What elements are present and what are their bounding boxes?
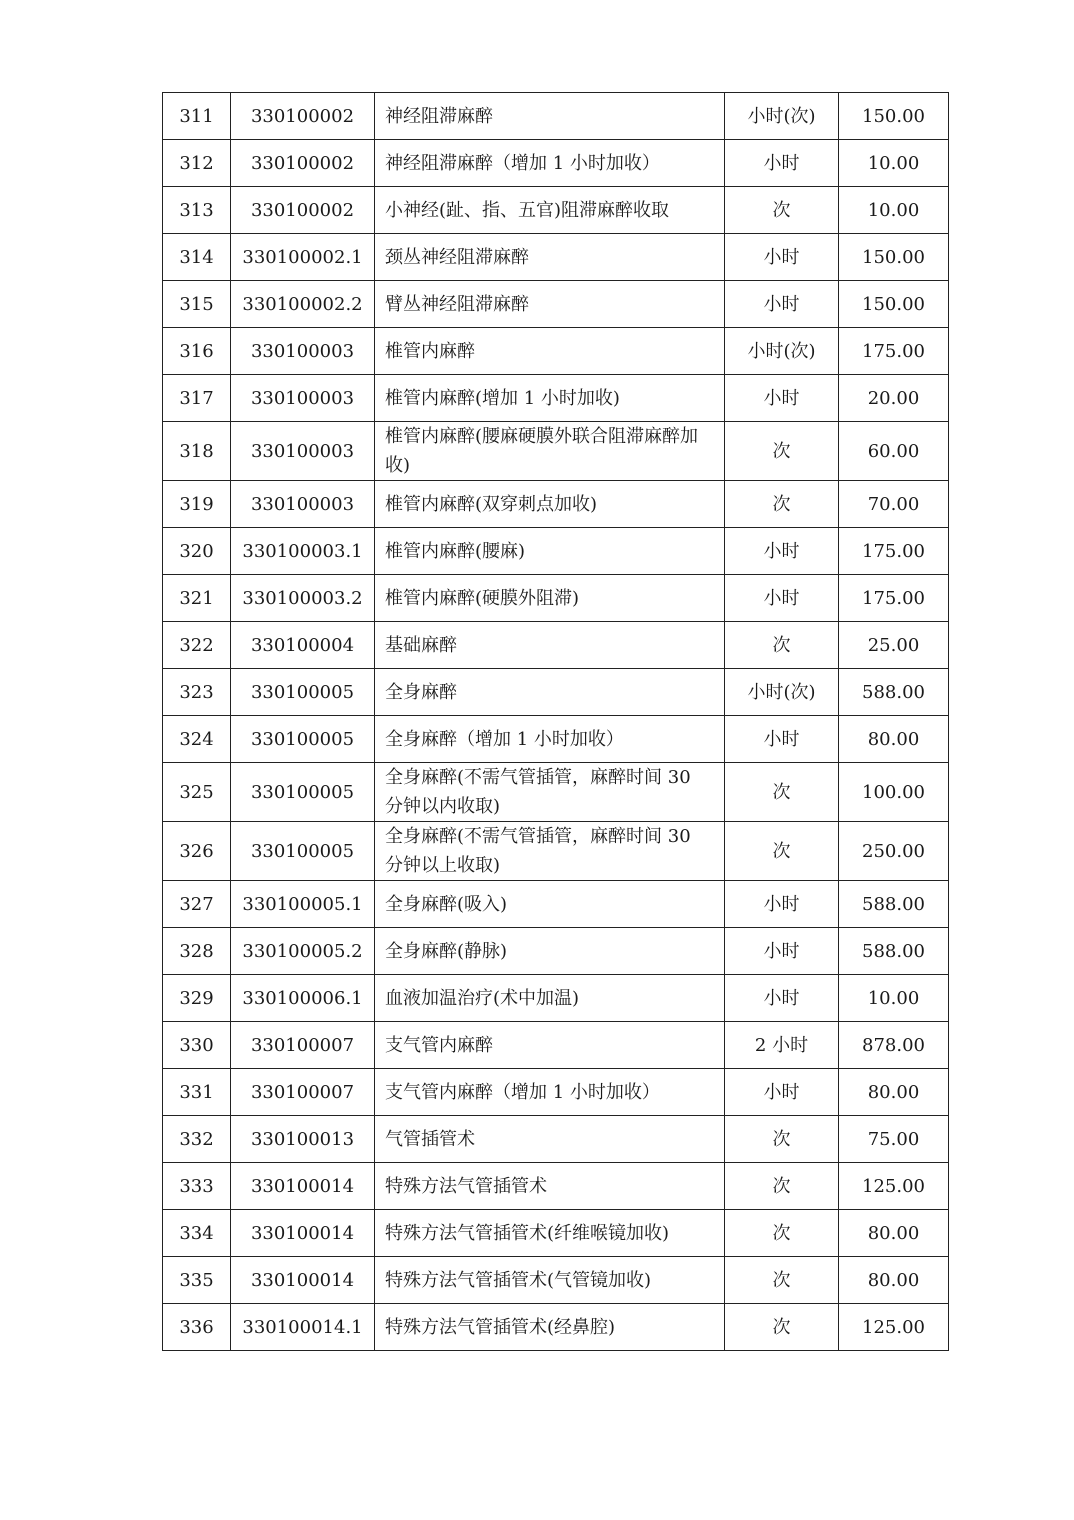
price-cell: 10.00 bbox=[839, 187, 949, 234]
table-row bbox=[163, 375, 949, 422]
price-cell: 20.00 bbox=[839, 375, 949, 422]
row-number-cell: 323 bbox=[163, 669, 231, 716]
item-code-cell: 330100003.2 bbox=[231, 575, 375, 622]
item-name-cell: 椎管内麻醉 bbox=[375, 328, 725, 375]
unit-cell: 小时 bbox=[725, 281, 839, 328]
price-cell: 10.00 bbox=[839, 975, 949, 1022]
item-code-cell: 330100003 bbox=[231, 481, 375, 528]
item-code-cell: 330100003.1 bbox=[231, 528, 375, 575]
row-number-cell: 311 bbox=[163, 93, 231, 140]
unit-cell: 次 bbox=[725, 1257, 839, 1304]
unit-cell: 小时 bbox=[725, 140, 839, 187]
price-cell: 80.00 bbox=[839, 1069, 949, 1116]
item-code-cell: 330100014 bbox=[231, 1210, 375, 1257]
item-code-cell: 330100005 bbox=[231, 822, 375, 881]
price-cell: 125.00 bbox=[839, 1163, 949, 1210]
item-code-cell: 330100005.2 bbox=[231, 928, 375, 975]
row-number-cell: 333 bbox=[163, 1163, 231, 1210]
table-row bbox=[163, 528, 949, 575]
unit-cell: 次 bbox=[725, 622, 839, 669]
price-cell: 175.00 bbox=[839, 528, 949, 575]
price-cell: 588.00 bbox=[839, 669, 949, 716]
unit-cell: 小时 bbox=[725, 975, 839, 1022]
price-cell: 125.00 bbox=[839, 1304, 949, 1351]
unit-cell: 次 bbox=[725, 1116, 839, 1163]
table-row bbox=[163, 1163, 949, 1210]
unit-cell: 小时 bbox=[725, 528, 839, 575]
table-row bbox=[163, 716, 949, 763]
price-cell: 588.00 bbox=[839, 928, 949, 975]
item-name-cell: 气管插管术 bbox=[375, 1116, 725, 1163]
unit-cell: 次 bbox=[725, 763, 839, 822]
row-number-cell: 332 bbox=[163, 1116, 231, 1163]
item-name-cell: 全身麻醉(静脉) bbox=[375, 928, 725, 975]
table-row bbox=[163, 140, 949, 187]
item-name-cell: 全身麻醉（增加 1 小时加收） bbox=[375, 716, 725, 763]
row-number-cell: 319 bbox=[163, 481, 231, 528]
table-row bbox=[163, 669, 949, 716]
row-number-cell: 317 bbox=[163, 375, 231, 422]
item-code-cell: 330100002.1 bbox=[231, 234, 375, 281]
row-number-cell: 335 bbox=[163, 1257, 231, 1304]
item-name-cell: 颈丛神经阻滞麻醉 bbox=[375, 234, 725, 281]
price-cell: 588.00 bbox=[839, 881, 949, 928]
item-name-cell: 神经阻滞麻醉 bbox=[375, 93, 725, 140]
row-number-cell: 320 bbox=[163, 528, 231, 575]
row-number-cell: 328 bbox=[163, 928, 231, 975]
unit-cell: 次 bbox=[725, 187, 839, 234]
price-cell: 250.00 bbox=[839, 822, 949, 881]
unit-cell: 小时 bbox=[725, 716, 839, 763]
unit-cell: 次 bbox=[725, 1210, 839, 1257]
unit-cell: 次 bbox=[725, 822, 839, 881]
item-code-cell: 330100005.1 bbox=[231, 881, 375, 928]
row-number-cell: 334 bbox=[163, 1210, 231, 1257]
price-cell: 60.00 bbox=[839, 422, 949, 481]
table-row bbox=[163, 234, 949, 281]
unit-cell: 小时 bbox=[725, 881, 839, 928]
item-code-cell: 330100002 bbox=[231, 93, 375, 140]
row-number-cell: 316 bbox=[163, 328, 231, 375]
item-code-cell: 330100014 bbox=[231, 1163, 375, 1210]
item-name-cell: 血液加温治疗(术中加温) bbox=[375, 975, 725, 1022]
table-row bbox=[163, 622, 949, 669]
price-cell: 150.00 bbox=[839, 93, 949, 140]
row-number-cell: 322 bbox=[163, 622, 231, 669]
price-cell: 80.00 bbox=[839, 1210, 949, 1257]
fee-table bbox=[162, 92, 949, 1351]
table-row bbox=[163, 1069, 949, 1116]
price-cell: 70.00 bbox=[839, 481, 949, 528]
table-row bbox=[163, 93, 949, 140]
row-number-cell: 327 bbox=[163, 881, 231, 928]
price-cell: 75.00 bbox=[839, 1116, 949, 1163]
table-row bbox=[163, 975, 949, 1022]
price-cell: 100.00 bbox=[839, 763, 949, 822]
item-code-cell: 330100002 bbox=[231, 140, 375, 187]
row-number-cell: 324 bbox=[163, 716, 231, 763]
row-number-cell: 313 bbox=[163, 187, 231, 234]
unit-cell: 小时 bbox=[725, 928, 839, 975]
item-code-cell: 330100003 bbox=[231, 375, 375, 422]
row-number-cell: 331 bbox=[163, 1069, 231, 1116]
item-name-cell: 支气管内麻醉 bbox=[375, 1022, 725, 1069]
unit-cell: 小时(次) bbox=[725, 669, 839, 716]
unit-cell: 次 bbox=[725, 1304, 839, 1351]
row-number-cell: 315 bbox=[163, 281, 231, 328]
unit-cell: 次 bbox=[725, 422, 839, 481]
item-name-cell: 基础麻醉 bbox=[375, 622, 725, 669]
item-code-cell: 330100014 bbox=[231, 1257, 375, 1304]
item-name-cell: 椎管内麻醉(腰麻) bbox=[375, 528, 725, 575]
item-code-cell: 330100005 bbox=[231, 669, 375, 716]
table-row bbox=[163, 928, 949, 975]
row-number-cell: 336 bbox=[163, 1304, 231, 1351]
item-code-cell: 330100004 bbox=[231, 622, 375, 669]
item-code-cell: 330100005 bbox=[231, 716, 375, 763]
unit-cell: 小时 bbox=[725, 575, 839, 622]
table-row bbox=[163, 1022, 949, 1069]
unit-cell: 2 小时 bbox=[725, 1022, 839, 1069]
item-code-cell: 330100005 bbox=[231, 763, 375, 822]
price-cell: 80.00 bbox=[839, 1257, 949, 1304]
row-number-cell: 314 bbox=[163, 234, 231, 281]
price-cell: 150.00 bbox=[839, 234, 949, 281]
item-code-cell: 330100002 bbox=[231, 187, 375, 234]
item-code-cell: 330100014.1 bbox=[231, 1304, 375, 1351]
row-number-cell: 321 bbox=[163, 575, 231, 622]
table-row bbox=[163, 1116, 949, 1163]
item-name-cell: 小神经(趾、指、五官)阻滞麻醉收取 bbox=[375, 187, 725, 234]
unit-cell: 小时 bbox=[725, 234, 839, 281]
row-number-cell: 325 bbox=[163, 763, 231, 822]
item-name-cell: 神经阻滞麻醉（增加 1 小时加收） bbox=[375, 140, 725, 187]
item-code-cell: 330100013 bbox=[231, 1116, 375, 1163]
table-row bbox=[163, 822, 949, 881]
item-name-cell: 特殊方法气管插管术(气管镜加收) bbox=[375, 1257, 725, 1304]
price-cell: 10.00 bbox=[839, 140, 949, 187]
item-name-cell: 全身麻醉(吸入) bbox=[375, 881, 725, 928]
price-cell: 878.00 bbox=[839, 1022, 949, 1069]
item-code-cell: 330100006.1 bbox=[231, 975, 375, 1022]
item-name-cell: 支气管内麻醉（增加 1 小时加收） bbox=[375, 1069, 725, 1116]
row-number-cell: 312 bbox=[163, 140, 231, 187]
item-code-cell: 330100007 bbox=[231, 1069, 375, 1116]
item-name-cell: 全身麻醉 bbox=[375, 669, 725, 716]
row-number-cell: 329 bbox=[163, 975, 231, 1022]
item-name-cell: 全身麻醉(不需气管插管，麻醉时间 30 分钟以内收取) bbox=[375, 763, 725, 822]
item-name-cell: 臂丛神经阻滞麻醉 bbox=[375, 281, 725, 328]
table-row bbox=[163, 1210, 949, 1257]
item-name-cell: 特殊方法气管插管术(经鼻腔) bbox=[375, 1304, 725, 1351]
price-cell: 150.00 bbox=[839, 281, 949, 328]
item-code-cell: 330100002.2 bbox=[231, 281, 375, 328]
table-row bbox=[163, 575, 949, 622]
row-number-cell: 318 bbox=[163, 422, 231, 481]
item-name-cell: 椎管内麻醉(腰麻硬膜外联合阻滞麻醉加收) bbox=[375, 422, 725, 481]
table-row bbox=[163, 328, 949, 375]
table-row bbox=[163, 422, 949, 481]
unit-cell: 小时(次) bbox=[725, 328, 839, 375]
row-number-cell: 326 bbox=[163, 822, 231, 881]
row-number-cell: 330 bbox=[163, 1022, 231, 1069]
item-name-cell: 椎管内麻醉(双穿刺点加收) bbox=[375, 481, 725, 528]
item-name-cell: 椎管内麻醉(增加 1 小时加收) bbox=[375, 375, 725, 422]
item-name-cell: 特殊方法气管插管术(纤维喉镜加收) bbox=[375, 1210, 725, 1257]
item-name-cell: 特殊方法气管插管术 bbox=[375, 1163, 725, 1210]
unit-cell: 次 bbox=[725, 481, 839, 528]
table-row bbox=[163, 1304, 949, 1351]
table-row bbox=[163, 481, 949, 528]
price-cell: 175.00 bbox=[839, 328, 949, 375]
unit-cell: 小时 bbox=[725, 1069, 839, 1116]
price-cell: 175.00 bbox=[839, 575, 949, 622]
unit-cell: 次 bbox=[725, 1163, 839, 1210]
item-code-cell: 330100007 bbox=[231, 1022, 375, 1069]
unit-cell: 小时(次) bbox=[725, 93, 839, 140]
price-cell: 25.00 bbox=[839, 622, 949, 669]
table-row bbox=[163, 881, 949, 928]
table-row bbox=[163, 1257, 949, 1304]
item-name-cell: 椎管内麻醉(硬膜外阻滞) bbox=[375, 575, 725, 622]
table-row bbox=[163, 187, 949, 234]
fee-table-body bbox=[163, 93, 949, 1351]
price-cell: 80.00 bbox=[839, 716, 949, 763]
item-code-cell: 330100003 bbox=[231, 422, 375, 481]
item-name-cell: 全身麻醉(不需气管插管，麻醉时间 30 分钟以上收取) bbox=[375, 822, 725, 881]
table-row bbox=[163, 281, 949, 328]
unit-cell: 小时 bbox=[725, 375, 839, 422]
table-row bbox=[163, 763, 949, 822]
item-code-cell: 330100003 bbox=[231, 328, 375, 375]
